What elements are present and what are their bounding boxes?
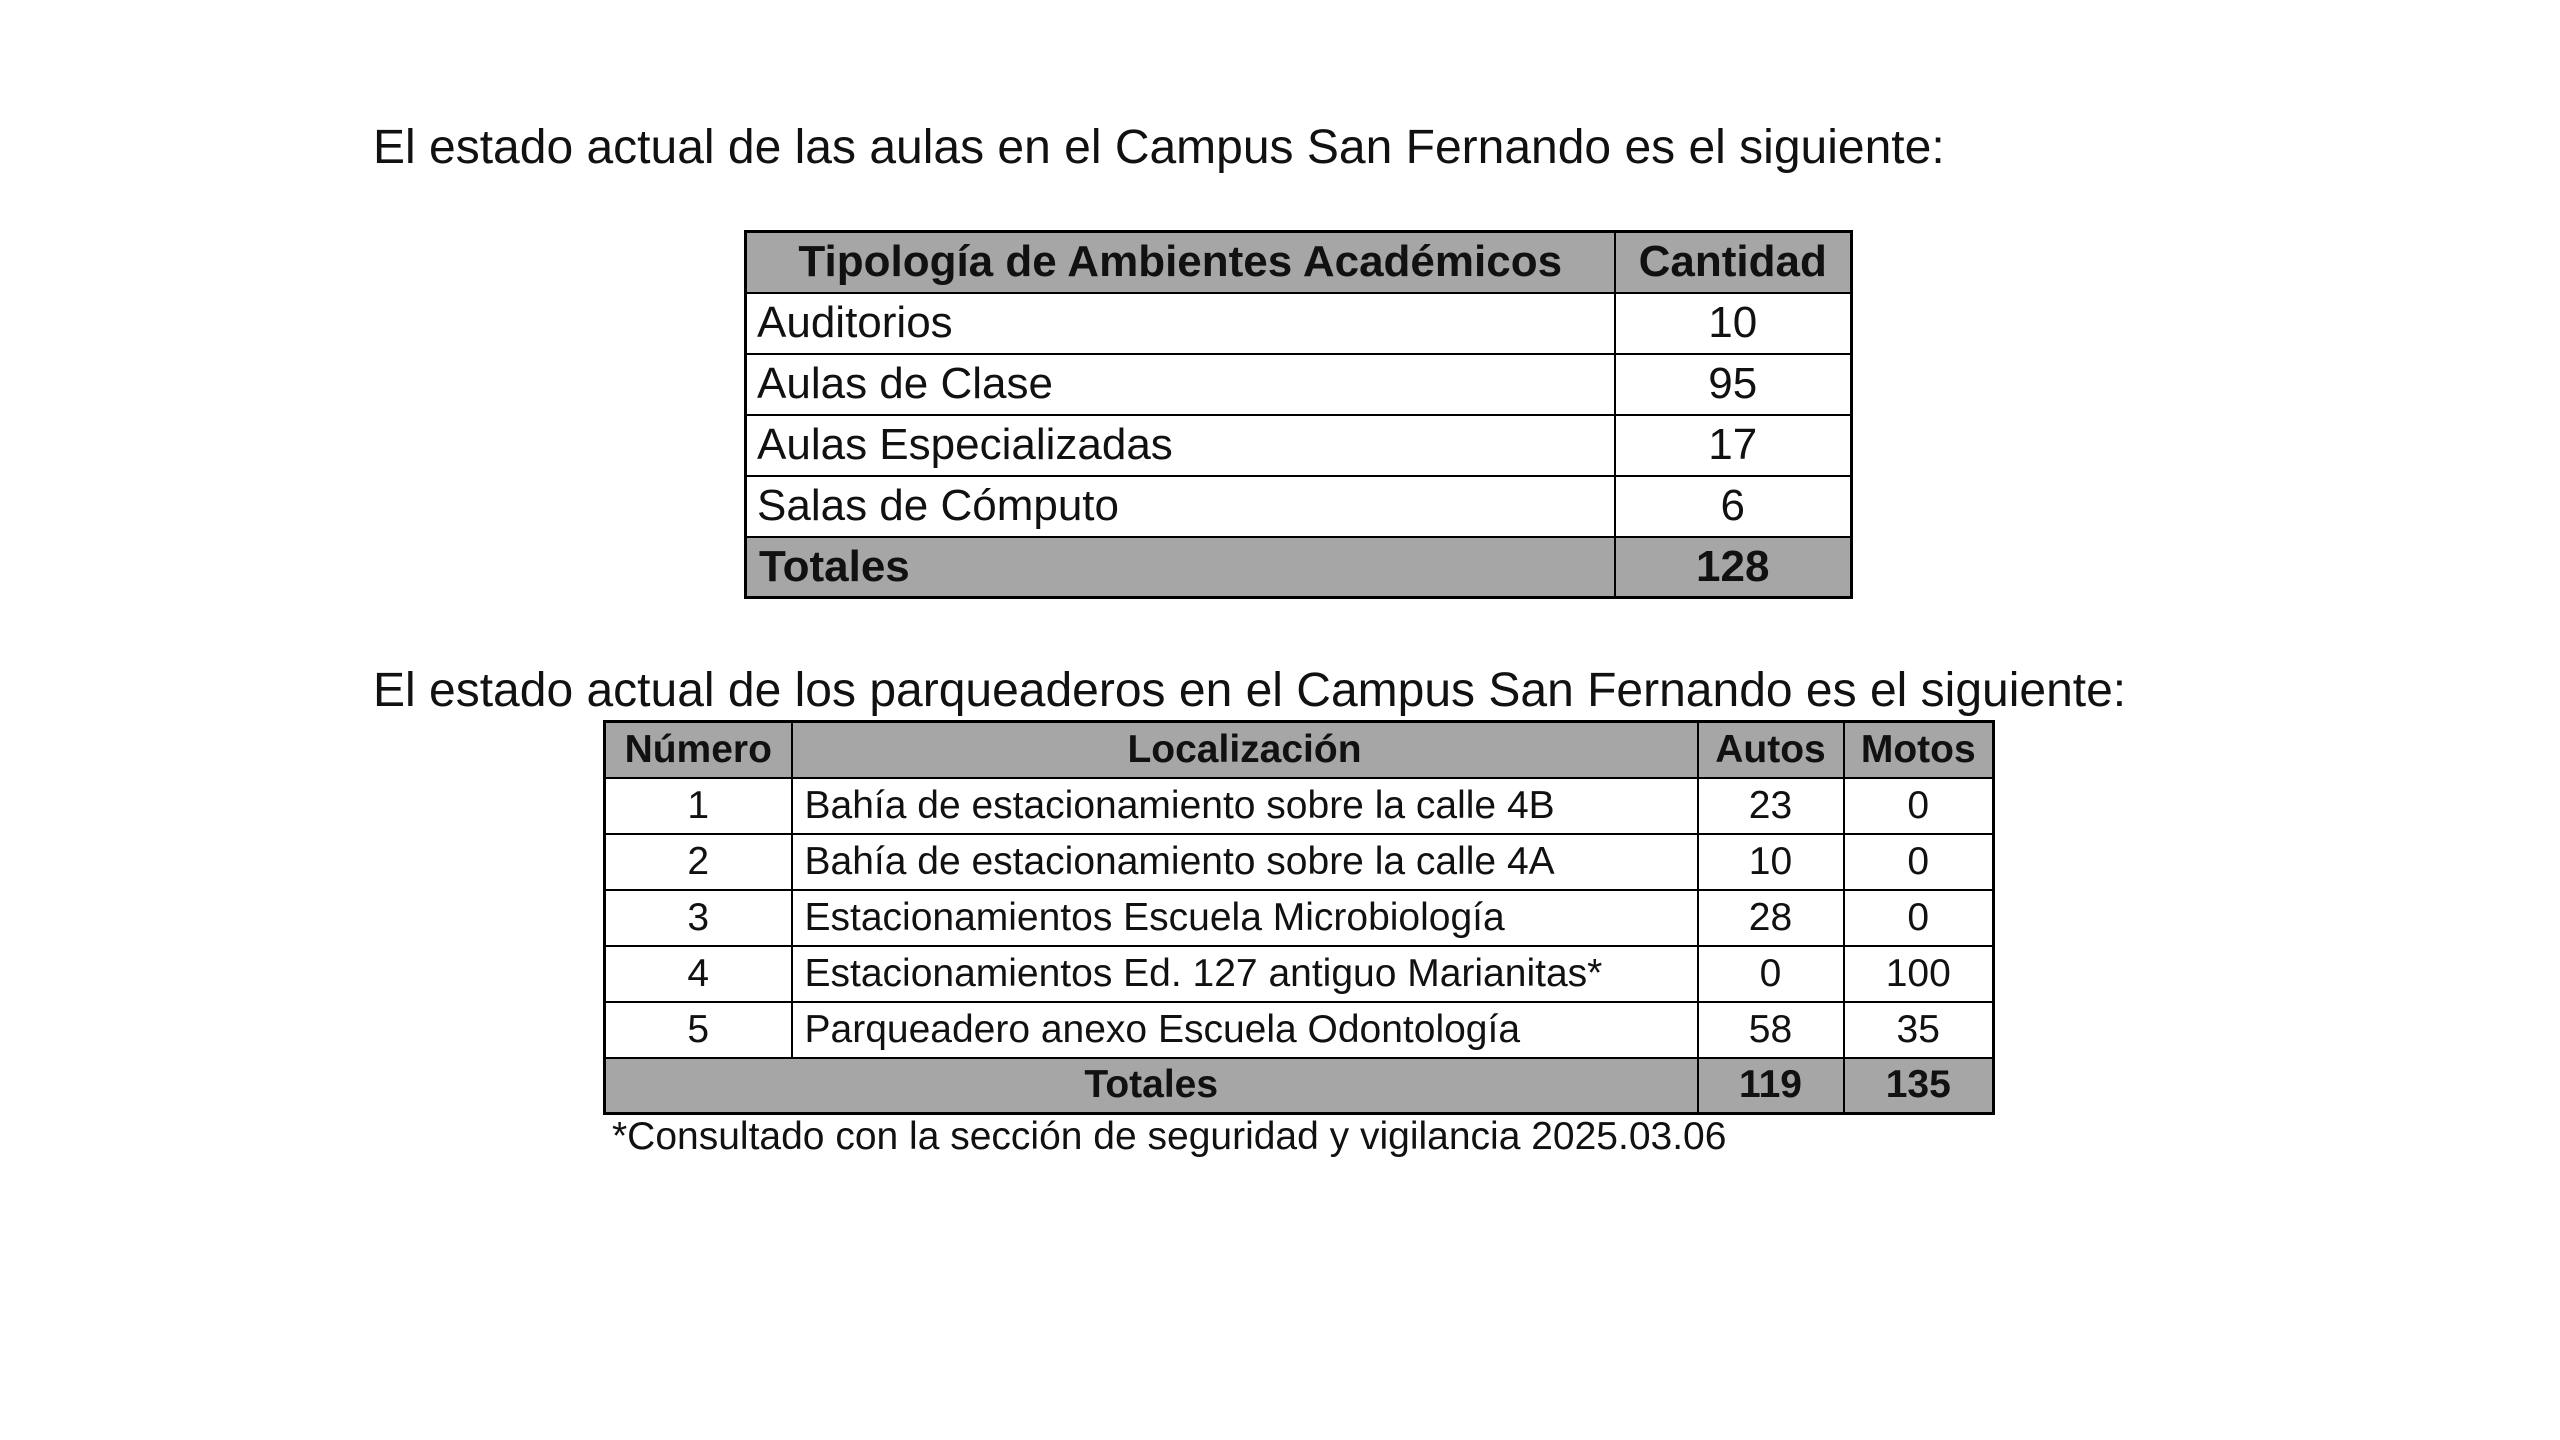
header-numero: Número	[605, 722, 792, 778]
cell-numero: 4	[605, 946, 792, 1002]
cell-total-motos: 135	[1844, 1058, 1994, 1114]
cell-autos: 28	[1698, 890, 1844, 946]
cell-autos: 0	[1698, 946, 1844, 1002]
cell-motos: 0	[1844, 834, 1994, 890]
cell-autos: 10	[1698, 834, 1844, 890]
aulas-intro-text: El estado actual de las aulas en el Campus San Fernando es el siguiente:	[373, 121, 1945, 174]
cell-numero: 2	[605, 834, 792, 890]
cell-localizacion: Parqueadero anexo Escuela Odontología	[792, 1002, 1698, 1058]
cell-cantidad: 95	[1615, 354, 1852, 415]
table-row	[746, 354, 1852, 415]
header-motos: Motos	[1844, 722, 1994, 778]
cell-total-label: Totales	[746, 537, 1615, 598]
cell-tipo: Salas de Cómputo	[746, 476, 1615, 537]
cell-cantidad: 6	[1615, 476, 1852, 537]
header-autos: Autos	[1698, 722, 1844, 778]
table-row	[605, 946, 1994, 1002]
cell-autos: 23	[1698, 778, 1844, 834]
header-localizacion: Localización	[792, 722, 1698, 778]
table-row	[746, 476, 1852, 537]
table-row	[605, 1002, 1994, 1058]
aulas-table	[744, 230, 1853, 599]
cell-autos: 58	[1698, 1002, 1844, 1058]
cell-localizacion: Bahía de estacionamiento sobre la calle 4A	[792, 834, 1698, 890]
cell-numero: 1	[605, 778, 792, 834]
cell-tipo: Auditorios	[746, 293, 1615, 354]
cell-total-autos: 119	[1698, 1058, 1844, 1114]
parqueaderos-intro-text: El estado actual de los parqueaderos en el Campus San Fernando es el siguiente:	[373, 664, 2127, 717]
cell-total-cantidad: 128	[1615, 537, 1852, 598]
table-row	[746, 415, 1852, 476]
cell-motos: 0	[1844, 890, 1994, 946]
table-header-row	[746, 232, 1852, 293]
cell-cantidad: 17	[1615, 415, 1852, 476]
cell-localizacion: Bahía de estacionamiento sobre la calle 4B	[792, 778, 1698, 834]
header-cantidad: Cantidad	[1615, 232, 1852, 293]
table-row	[605, 890, 1994, 946]
cell-cantidad: 10	[1615, 293, 1852, 354]
footnote: *Consultado con la sección de seguridad y vigilancia 2025.03.06	[612, 1115, 1727, 1158]
table-total-row	[746, 537, 1852, 598]
table-header-row	[605, 722, 1994, 778]
cell-numero: 5	[605, 1002, 792, 1058]
header-tipologia: Tipología de Ambientes Académicos	[746, 232, 1615, 293]
cell-tipo: Aulas Especializadas	[746, 415, 1615, 476]
cell-total-label: Totales	[605, 1058, 1698, 1114]
table-row	[605, 834, 1994, 890]
parqueaderos-table	[603, 720, 1995, 1115]
table-row	[605, 778, 1994, 834]
cell-motos: 100	[1844, 946, 1994, 1002]
table-total-row	[605, 1058, 1994, 1114]
cell-motos: 0	[1844, 778, 1994, 834]
cell-tipo: Aulas de Clase	[746, 354, 1615, 415]
cell-motos: 35	[1844, 1002, 1994, 1058]
table-row	[746, 293, 1852, 354]
cell-localizacion: Estacionamientos Ed. 127 antiguo Marianitas*	[792, 946, 1698, 1002]
cell-numero: 3	[605, 890, 792, 946]
cell-localizacion: Estacionamientos Escuela Microbiología	[792, 890, 1698, 946]
